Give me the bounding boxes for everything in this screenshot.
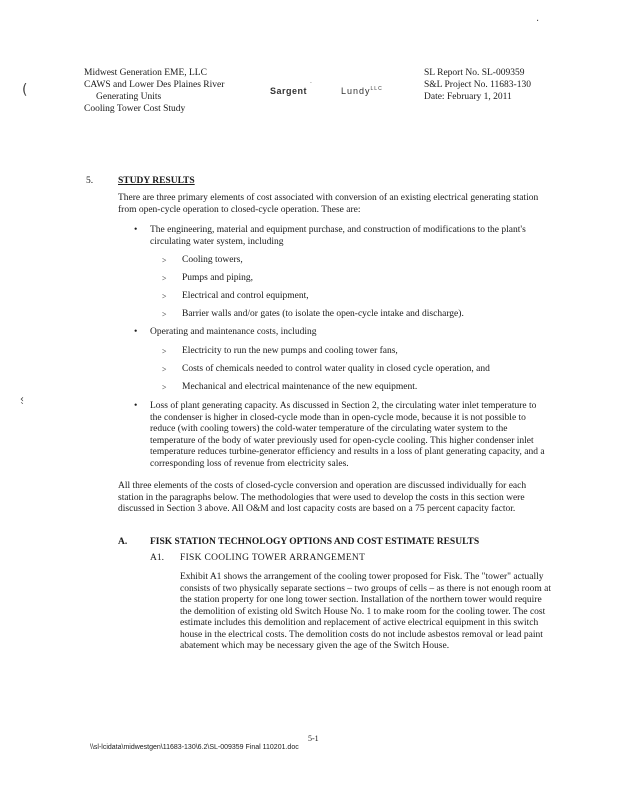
header-left — [84, 67, 224, 115]
section-title: STUDY RESULTS — [118, 176, 195, 186]
bullet-1-text: The engineering, material and equipment purchase, and construction of modifications to the plant's circulating water system, including — [150, 225, 526, 247]
logo-llc: LLC — [370, 86, 383, 92]
sub-item: > Costs of chemicals needed to control water quality in closed cycle operation, and — [162, 364, 490, 374]
page-number: 5-1 — [308, 734, 319, 743]
bullet-dot: • — [134, 401, 138, 411]
sub-item: > Electricity to run the new pumps and cooling tower fans, — [162, 346, 398, 356]
sub-item: > Pumps and piping, — [162, 273, 253, 283]
sub-item: > Barrier walls and/or gates (to isolate the open-cycle intake and discharge). — [162, 309, 464, 319]
arrow-icon: > — [162, 256, 167, 265]
header-project: CAWS and Lower Des Plaines River — [84, 80, 225, 90]
scan-mark-left-paren: ( — [22, 82, 28, 98]
header-report-no: SL Report No. SL-009359 — [424, 68, 525, 78]
subsection-a1-label: A1. — [150, 553, 164, 563]
header-units: Generating Units — [96, 92, 162, 102]
bullet-2-text: Operating and maintenance costs, including — [150, 327, 317, 337]
sub-item: > Electrical and control equipment, — [162, 291, 309, 301]
scan-mark-left-margin: ‹ ˋ — [20, 394, 25, 413]
subsection-a1-title: FISK COOLING TOWER ARRANGEMENT — [180, 553, 366, 563]
arrow-icon: > — [162, 292, 167, 301]
header-project-no: S&L Project No. 11683-130 — [424, 80, 531, 90]
header-company: Midwest Generation EME, LLC — [84, 68, 207, 78]
section-closing: All three elements of the costs of closed-cycle conversion and operation are discussed individually for each station in the paragraphs below. The methodologies that were used to develop the costs in this section were discussed in Section 3 above. All O&M and lost capacity costs are based on a 75 percent capacity factor. — [118, 481, 527, 514]
arrow-icon: > — [162, 365, 167, 374]
sub-item: > Cooling towers, — [162, 255, 243, 265]
section-number: 5. — [86, 176, 94, 186]
sub-item: > Mechanical and electrical maintenance of the new equipment. — [162, 382, 418, 392]
arrow-icon: > — [162, 310, 167, 319]
arrow-icon: > — [162, 383, 167, 392]
section-intro: There are three primary elements of cost associated with conversion of an existing electrical generating station from open-cycle operation to closed-cycle operation. These are: — [118, 193, 539, 215]
header-date: Date: February 1, 2011 — [424, 92, 512, 102]
bullet-dot: • — [134, 225, 138, 235]
file-path: \\sl-lcidata\midwestgen\11683-130\6.2\SL-009359 Final 110201.doc — [90, 744, 299, 751]
exhibit-paragraph: Exhibit A1 shows the arrangement of the cooling tower proposed for Fisk. The "tower" actually consists of two physically separate sections – two groups of cells – as there is not enough room at the station property for one long tower section. Installation of the northern tower would require the demolition of existing old Switch House No. 1 to make room for the cooling tower. The cost estimate includes this demolition and replacement of active electrical equipment in this switch house in the electrical costs. The demolition costs do not include asbestos removal or lead paint abatement which may be necessary given the age of the Switch House. — [180, 572, 551, 651]
header-study: Cooling Tower Cost Study — [84, 104, 186, 114]
scan-mark-top: · — [536, 16, 540, 27]
logo-sargent: Sargent — [270, 86, 308, 96]
bullet-3 — [134, 401, 548, 470]
subsection-a-label: A. — [118, 537, 128, 547]
bullet-3-text: Loss of plant generating capacity. As discussed in Section 2, the circulating water inlet temperature to the condenser is higher in closed-cycle mode than in open-cycle mode, because it is not possible to reduce (with cooling towers) the cold-water temperature of the circulating water system to the temperature of the body of water previously used for open-cycle cooling. This higher condenser inlet temperature reduces turbine-generator efficiency and results in a loss of plant generating capacity, and a corresponding loss of revenue from electricity sales. — [150, 401, 545, 469]
header-right — [424, 67, 531, 103]
bullet-2 — [134, 327, 550, 339]
subsection-a-title: FISK STATION TECHNOLOGY OPTIONS AND COST ESTIMATE RESULTS — [150, 537, 480, 547]
bullet-dot: • — [134, 327, 138, 337]
logo-lundy: Lundy$^{LLC}$ — [341, 86, 383, 96]
bullet-1 — [134, 225, 550, 248]
logo-separator-dot: · — [310, 80, 312, 87]
arrow-icon: > — [162, 347, 167, 356]
arrow-icon: > — [162, 274, 167, 283]
